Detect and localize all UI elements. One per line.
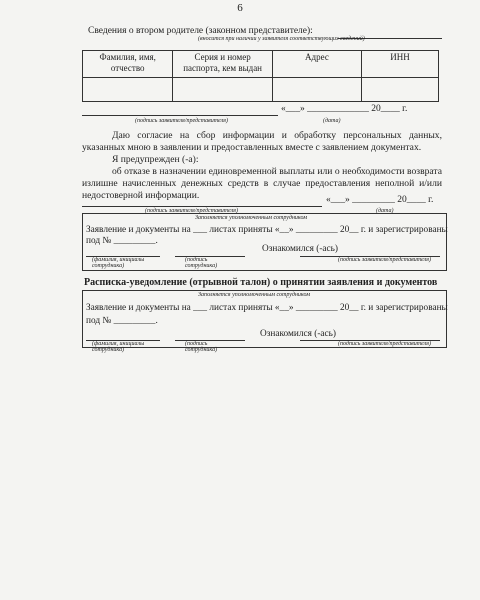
table-header: Адрес xyxy=(272,51,361,78)
staff-block-line1: Заявление и документы на ___ листах приняты «__» _________ 20__ г. и зарегистрированы xyxy=(86,225,448,235)
label-applicant: (подпись заявителя/представителя) xyxy=(338,341,431,347)
parent-info-table xyxy=(82,50,439,102)
date-label: (дата) xyxy=(323,118,341,124)
signature-label: (подпись заявителя/представителя) xyxy=(145,208,238,214)
staff-block-header: Заполняется уполномоченным сотрудником xyxy=(195,215,308,221)
table-header: Фамилия, имя, отчество xyxy=(83,51,173,78)
table-cell[interactable] xyxy=(272,78,361,102)
label-applicant: (подпись заявителя/представителя) xyxy=(338,257,431,263)
label-name: (фамилия, инициалы сотрудника) xyxy=(92,341,145,353)
label-sign: (подпись сотрудника) xyxy=(185,257,218,269)
consent-text: Даю согласие на сбор информации и обработку персональных данных, указанных мною в заявлении и предоставленных вместе с заявлением документах. xyxy=(82,130,442,153)
label-sign: (подпись сотрудника) xyxy=(185,341,218,353)
warned-text: Я предупрежден (-а): xyxy=(112,154,199,165)
acknowledged-label: Ознакомился (-ась) xyxy=(262,244,339,254)
section-note: (вносится при наличии у заявителя соответствующих сведений) xyxy=(198,36,365,42)
signature-date: «___» _________ 20____ г. xyxy=(326,195,434,205)
acknowledged-label: Ознакомился (-ась) xyxy=(260,329,337,339)
signature-line[interactable] xyxy=(82,206,322,207)
warning-text: об отказе в назначении единовременной выплаты или о необходимости возврата излишне начисленных денежных средств в случае предоставления неполной и/или недостоверной информации. xyxy=(82,166,442,201)
page-number: 6 xyxy=(237,2,243,14)
section-title: Сведения о втором родителе (законном представителе): xyxy=(88,26,313,36)
receipt-block-header: Заполняется уполномоченным сотрудником xyxy=(198,292,311,298)
table-header: ИНН xyxy=(362,51,439,78)
receipt-block-line2: под № _________. xyxy=(86,316,158,326)
signature-line[interactable] xyxy=(82,115,278,116)
table-cell[interactable] xyxy=(173,78,272,102)
signature-date: «___» _____________ 20____ г. xyxy=(281,104,408,114)
staff-block-line2: под № _________. xyxy=(86,236,158,246)
table-header: Серия и номер паспорта, кем выдан xyxy=(173,51,272,78)
table-cell[interactable] xyxy=(83,78,173,102)
label-name: (фамилия, инициалы сотрудника) xyxy=(92,257,145,269)
date-label: (дата) xyxy=(376,208,394,214)
signature-label: (подпись заявителя/представителя) xyxy=(135,118,228,124)
receipt-block-line1: Заявление и документы на ___ листах приняты «__» _________ 20__ г. и зарегистрированы xyxy=(86,303,448,313)
table-cell[interactable] xyxy=(362,78,439,102)
receipt-title: Расписка-уведомление (отрывной талон) о принятии заявления и документов xyxy=(84,277,438,288)
